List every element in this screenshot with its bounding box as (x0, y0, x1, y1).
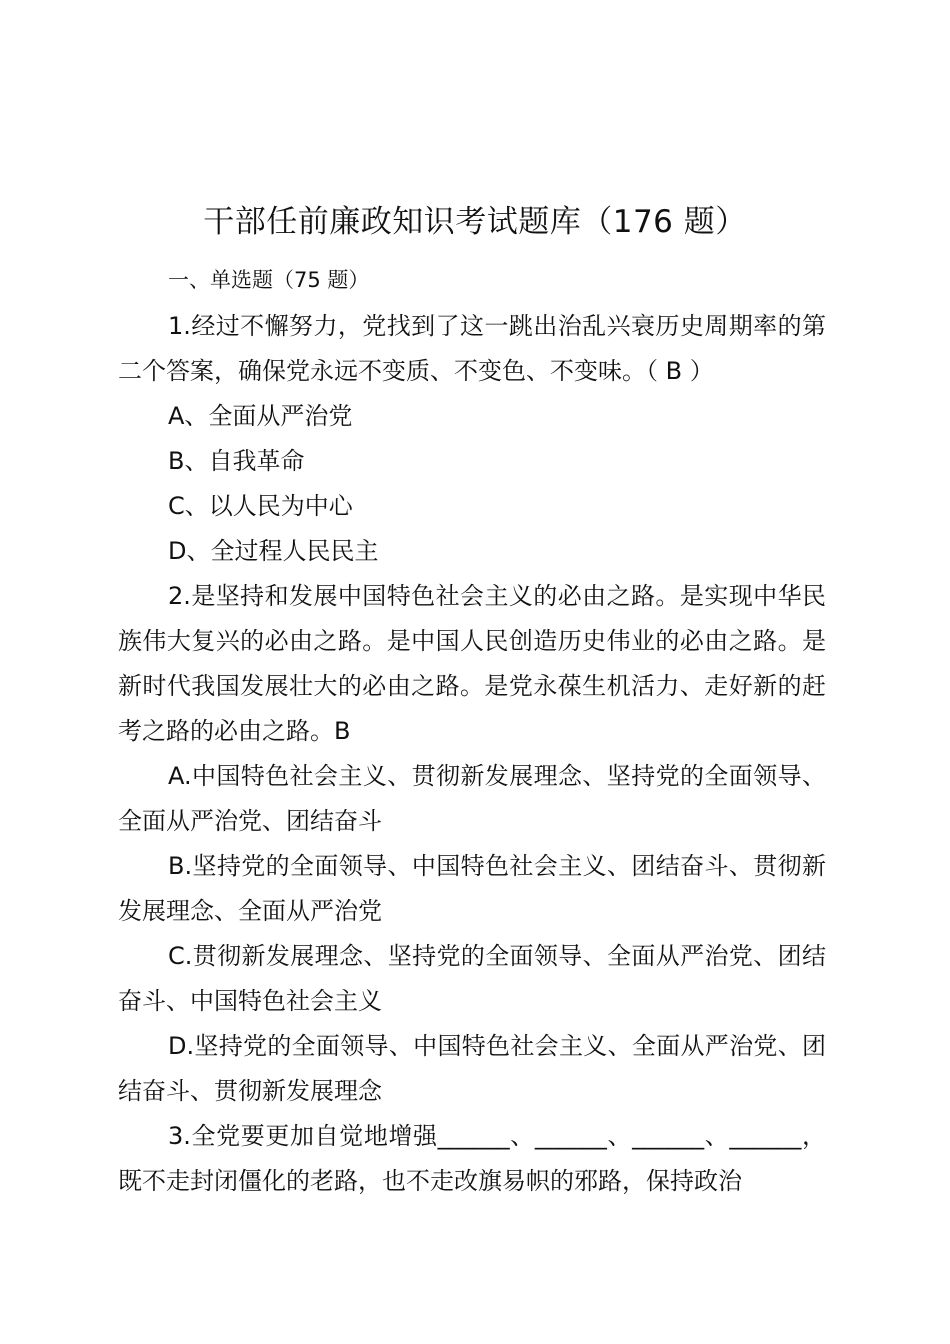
question-list (118, 304, 826, 1204)
question-2-option-a: A.中国特色社会主义、贯彻新发展理念、坚持党的全面领导、全面从严治党、团结奋斗 (118, 762, 826, 835)
question-2-stem: 2.是坚持和发展中国特色社会主义的必由之路。是实现中华民族伟大复兴的必由之路。是中国人民创造历史伟业的必由之路。是新时代我国发展壮大的必由之路。是党永葆生机活力、走好新的赶考之路的必由之路。B (118, 582, 826, 745)
section-heading: 一、单选题（75 题） (168, 268, 370, 292)
question-1-stem: 1.经过不懈努力，党找到了这一跳出治乱兴衰历史周期率的第二个答案，确保党永远不变质、不变色、不变味。（ B ） (118, 312, 826, 385)
question-1-option-b: B、自我革命 (168, 447, 305, 475)
question-2-option-b: B.坚持党的全面领导、中国特色社会主义、团结奋斗、贯彻新发展理念、全面从严治党 (118, 852, 826, 925)
question-1-option-c: C、以人民为中心 (168, 492, 353, 520)
question-1-option-a: A、全面从严治党 (168, 402, 353, 430)
question-2-option-d: D.坚持党的全面领导、中国特色社会主义、全面从严治党、团结奋斗、贯彻新发展理念 (118, 1032, 826, 1105)
question-1-option-d: D、全过程人民民主 (168, 537, 379, 565)
question-2-option-c: C.贯彻新发展理念、坚持党的全面领导、全面从严治党、团结奋斗、中国特色社会主义 (118, 942, 826, 1015)
document-title: 干部任前廉政知识考试题库（176 题） (203, 204, 747, 240)
question-3-stem: 3.全党要更加自觉地增强______、______、______、______，既不走封闭僵化的老路，也不走改旗易帜的邪路，保持政治 (118, 1122, 826, 1195)
